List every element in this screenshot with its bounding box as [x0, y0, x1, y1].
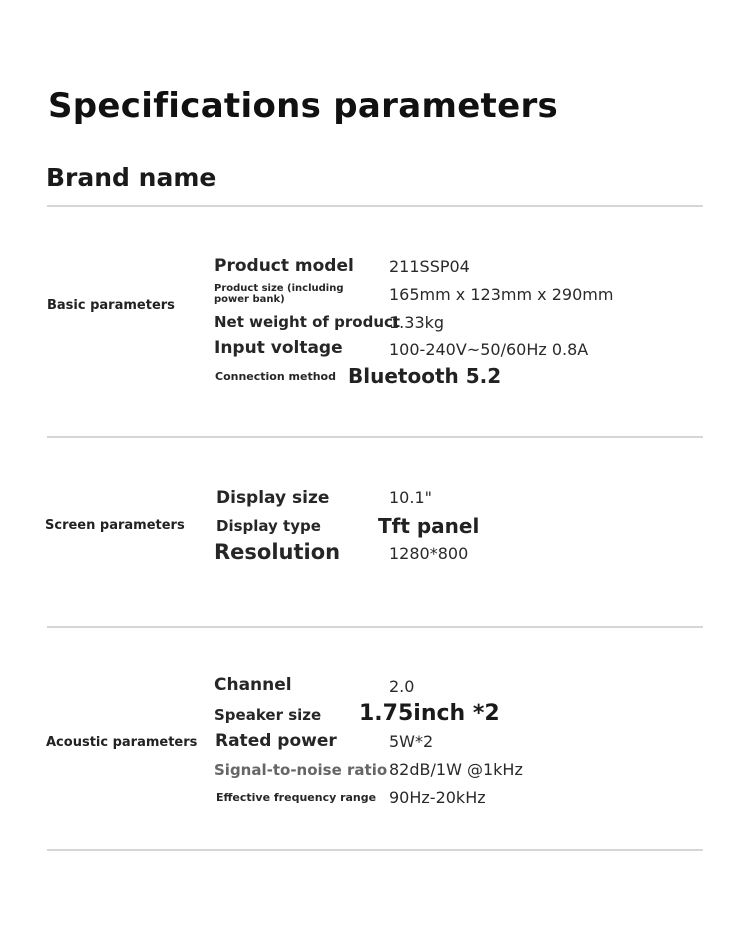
- snr-label: Signal-to-noise ratio: [214, 761, 388, 779]
- divider-top: [47, 205, 703, 207]
- display-size-value: 10.1": [389, 488, 432, 507]
- model-label: Product model: [214, 256, 354, 276]
- section-label-basic: Basic parameters: [47, 298, 175, 313]
- display-type-value: Tft panel: [378, 514, 480, 538]
- brand-name-heading: Brand name: [46, 163, 217, 192]
- divider-basic: [47, 436, 703, 438]
- weight-label: Net weight of product: [214, 313, 401, 331]
- resolution-label: Resolution: [214, 540, 341, 564]
- voltage-value: 100-240V~50/60Hz 0.8A: [389, 340, 589, 359]
- speaker-size-value: 1.75inch *2: [359, 701, 500, 726]
- rated-power-value: 5W*2: [389, 732, 434, 751]
- connection-value: Bluetooth 5.2: [348, 364, 502, 388]
- size-label: Product size (including power bank): [214, 283, 344, 305]
- speaker-size-label: Speaker size: [214, 706, 322, 724]
- page-title: Specifications parameters: [48, 86, 559, 126]
- weight-value: 1.33kg: [389, 313, 445, 332]
- section-label-screen: Screen parameters: [45, 518, 185, 533]
- display-type-label: Display type: [216, 517, 321, 535]
- frequency-range-value: 90Hz-20kHz: [389, 788, 486, 807]
- voltage-label: Input voltage: [214, 338, 343, 358]
- channel-value: 2.0: [389, 677, 415, 696]
- channel-label: Channel: [214, 675, 292, 695]
- section-label-acoustic: Acoustic parameters: [46, 735, 198, 750]
- resolution-value: 1280*800: [389, 544, 469, 563]
- rated-power-label: Rated power: [215, 731, 337, 751]
- divider-bottom: [47, 849, 703, 851]
- size-value: 165mm x 123mm x 290mm: [389, 285, 614, 304]
- snr-value: 82dB/1W @1kHz: [389, 760, 523, 779]
- frequency-range-label: Effective frequency range: [216, 791, 377, 804]
- divider-screen: [47, 626, 703, 628]
- model-value: 211SSP04: [389, 257, 470, 276]
- connection-label: Connection method: [215, 370, 336, 383]
- display-size-label: Display size: [216, 488, 330, 508]
